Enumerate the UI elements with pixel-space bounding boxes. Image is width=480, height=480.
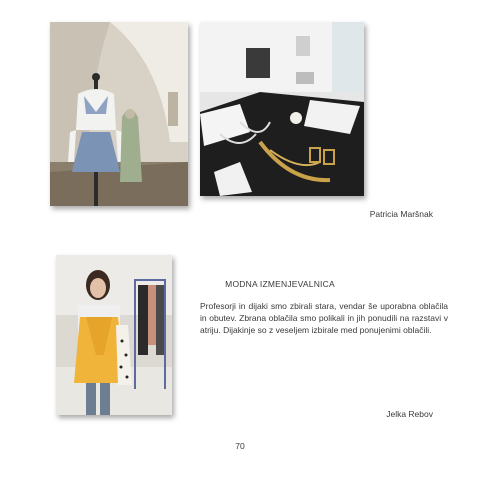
article-heading: MODNA IZMENJEVALNICA	[225, 279, 335, 289]
jewelry-table-photo	[200, 22, 364, 196]
mannequin-display-photo	[50, 22, 188, 206]
author-name: Patricia Maršnak	[369, 209, 433, 219]
student-holding-dress-photo	[56, 255, 172, 415]
page-number: 70	[235, 441, 245, 451]
article-paragraph: Profesorji in dijaki smo zbirali stara, vendar še uporabna oblačila in obutev. Zbrana oblačila smo polikali in jih ponudili na razstavi v atriju. Dijakinje so z veseljem izbirale med ponujenimi oblačili.	[200, 301, 448, 335]
author-name: Jelka Rebov	[386, 409, 433, 419]
